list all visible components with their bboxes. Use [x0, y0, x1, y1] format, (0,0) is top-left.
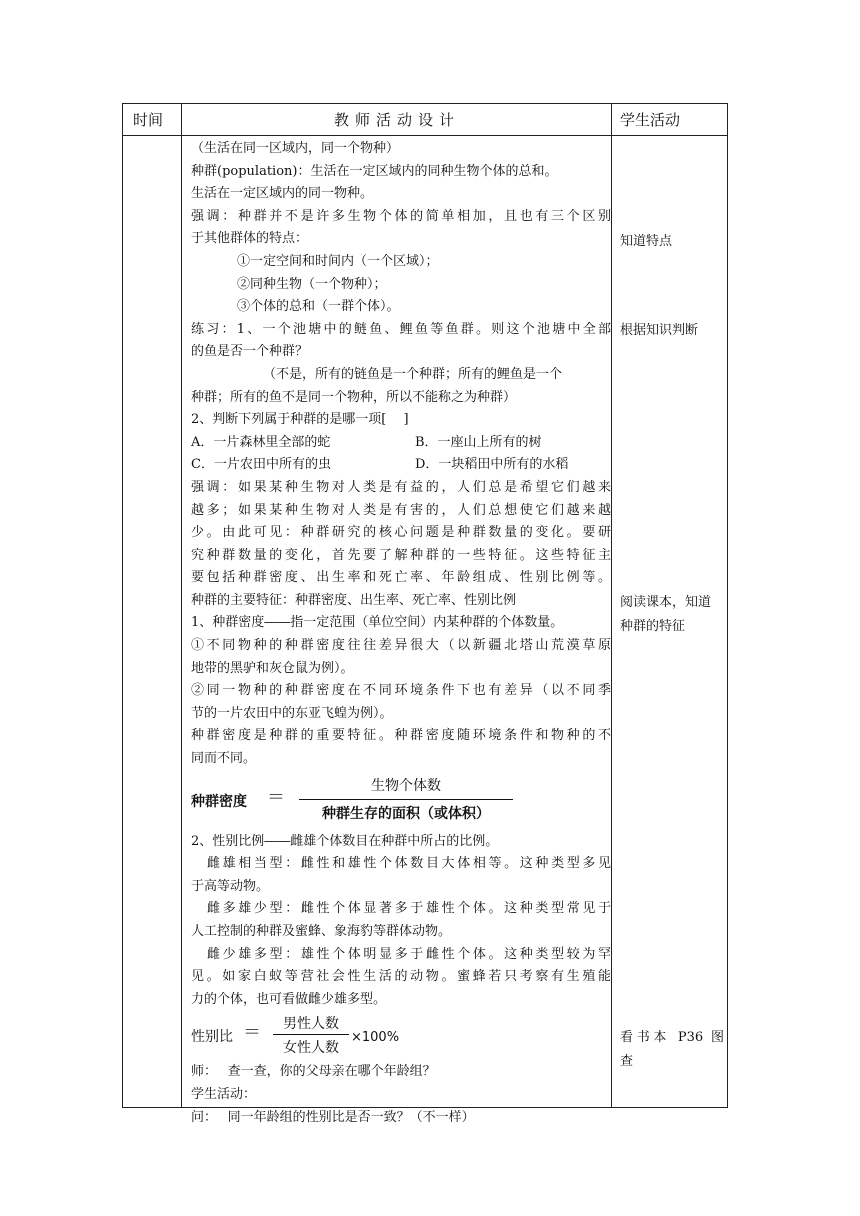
text-line: 种群的主要特征：种群密度、出生率、死亡率、性别比例	[191, 592, 517, 608]
equals-sign: ＝	[267, 786, 285, 808]
text-line: 种群(population)：生活在一定区域内的同种生物个体的总和。	[191, 163, 558, 179]
text-line: ②同种生物（一个物种）；	[237, 276, 387, 292]
formula-multiplier: ×100%	[351, 1030, 400, 1046]
text-line: 人工控制的种群及蜜蜂、象海豹等群体动物。	[191, 924, 452, 939]
text-line: （生活在同一区域内，同一个物种）	[191, 141, 400, 156]
text-line: 生活在一定区域内的同一物种。	[191, 186, 374, 202]
text-line: 力的个体，也可看做雌少雄多型。	[191, 991, 387, 1007]
text-line: ③个体的总和（一群个体）。	[237, 299, 400, 315]
lesson-table	[122, 103, 728, 1125]
option-a: A．一片森林里全部的蛇	[191, 434, 331, 450]
text-line: 2、性别比例――雌雄个体数目在种群中所占的比例。	[191, 833, 499, 849]
population-density-formula	[191, 775, 611, 831]
text-line: 1、种群密度――指一定范围（单位空间）内某种群的个体数量。	[191, 615, 564, 631]
text-line: 究种群数量的变化，首先要了解种群的一些特征。这些特征主	[191, 547, 611, 563]
text-line: 要包括种群密度、出生率和死亡率、年龄组成、性别比例等。	[191, 570, 611, 586]
fraction-bar	[273, 1034, 349, 1035]
text-line: 节的一片农田中的东亚飞蝗为例）。	[191, 705, 393, 721]
formula-numerator: 男性人数	[283, 1016, 339, 1033]
formula-denominator: 种群生存的面积（或体积）	[322, 805, 490, 822]
student-activity-note: 看书本 P36 图	[620, 1030, 724, 1045]
options-row	[191, 454, 611, 477]
text-line: 问： 同一年龄组的性别比是否一致？（不一样）	[191, 1109, 475, 1125]
fraction-bar	[299, 799, 513, 800]
student-activity-note: 种群的特征	[620, 619, 686, 634]
teacher-activity-content	[191, 138, 611, 1129]
option-d: D．一块稻田中所有的水稻	[415, 457, 569, 473]
text-line: 种群密度是种群的重要特征。种群密度随环境条件和物种的不	[191, 728, 611, 744]
text-line: 强调：如果某种生物对人类是有益的，人们总是希望它们越来	[191, 479, 611, 495]
student-activity-note: 知道特点	[620, 234, 673, 249]
text-line: （不是，所有的链鱼是一个种群；所有的鲤鱼是一个	[263, 366, 563, 382]
text-line: 见。如家白蚁等营社会性生活的动物。蜜蜂若只考察有生殖能	[191, 969, 611, 985]
sex-ratio-formula	[191, 1013, 611, 1061]
option-c: C．一片农田中所有的虫	[191, 457, 331, 473]
student-activity-note: 阅读课本，知道	[620, 595, 712, 610]
text-line: 学生活动：	[191, 1086, 257, 1102]
text-line: 雌少雄多型：雄性个体明显多于雌性个体。这种类型较为罕	[207, 946, 611, 962]
text-line: 种群；所有的鱼不是同一个物种，所以不能称之为种群）	[191, 389, 517, 405]
text-line: 于高等动物。	[191, 878, 270, 894]
header-time: 时间	[133, 111, 164, 129]
equals-sign: ＝	[243, 1022, 261, 1044]
text-line: ①一定空间和时间内（一个区域）；	[237, 253, 439, 269]
text-line: 练习：1、一个池塘中的鲢鱼、鲤鱼等鱼群。则这个池塘中全部	[191, 321, 611, 337]
text-line: 雌多雄少型：雌性个体显著多于雄性个体。这种类型常见于	[207, 901, 611, 917]
formula-label: 性别比	[191, 1029, 233, 1046]
formula-denominator: 女性人数	[283, 1040, 339, 1057]
column-divider	[181, 104, 182, 1107]
text-line: 少。由此可见：种群研究的核心问题是种群数量的变化。要研	[191, 525, 611, 541]
text-line: 于其他群体的特点：	[191, 231, 309, 247]
column-divider	[611, 104, 612, 1107]
student-activity-note: 查	[620, 1054, 634, 1069]
text-line: ①不同物种的种群密度往往差异很大（以新疆北塔山荒漠草原	[191, 638, 611, 654]
option-b: B．一座山上所有的树	[415, 434, 542, 450]
text-line: 2、判断下列属于种群的是哪一项[ ]	[191, 412, 409, 428]
text-line: 同而不同。	[191, 751, 257, 767]
text-line: 地带的黑驴和灰仓鼠为例）。	[191, 660, 354, 676]
text-line: 的鱼是否一个种群？	[191, 344, 309, 360]
options-row	[191, 432, 611, 455]
formula-label: 种群密度	[191, 793, 247, 810]
text-line: 强调：种群并不是许多生物个体的简单相加，且也有三个区别	[191, 208, 611, 224]
text-line: ②同一物种的种群密度在不同环境条件下也有差异（以不同季	[191, 683, 611, 699]
student-activity-note: 根据知识判断	[620, 323, 699, 338]
header-student-activity: 学生活动	[620, 111, 681, 129]
text-line: 师： 查一查，你的父母亲在哪个年龄组？	[191, 1064, 436, 1080]
text-line: 雌雄相当型：雌性和雄性个体数目大体相等。这种类型多见	[207, 856, 611, 872]
header-teacher-activity: 教师活动设计	[333, 111, 460, 129]
text-line: 越多；如果某种生物对人类是有害的，人们总想使它们越来越	[191, 502, 611, 518]
formula-numerator: 生物个体数	[371, 777, 441, 794]
